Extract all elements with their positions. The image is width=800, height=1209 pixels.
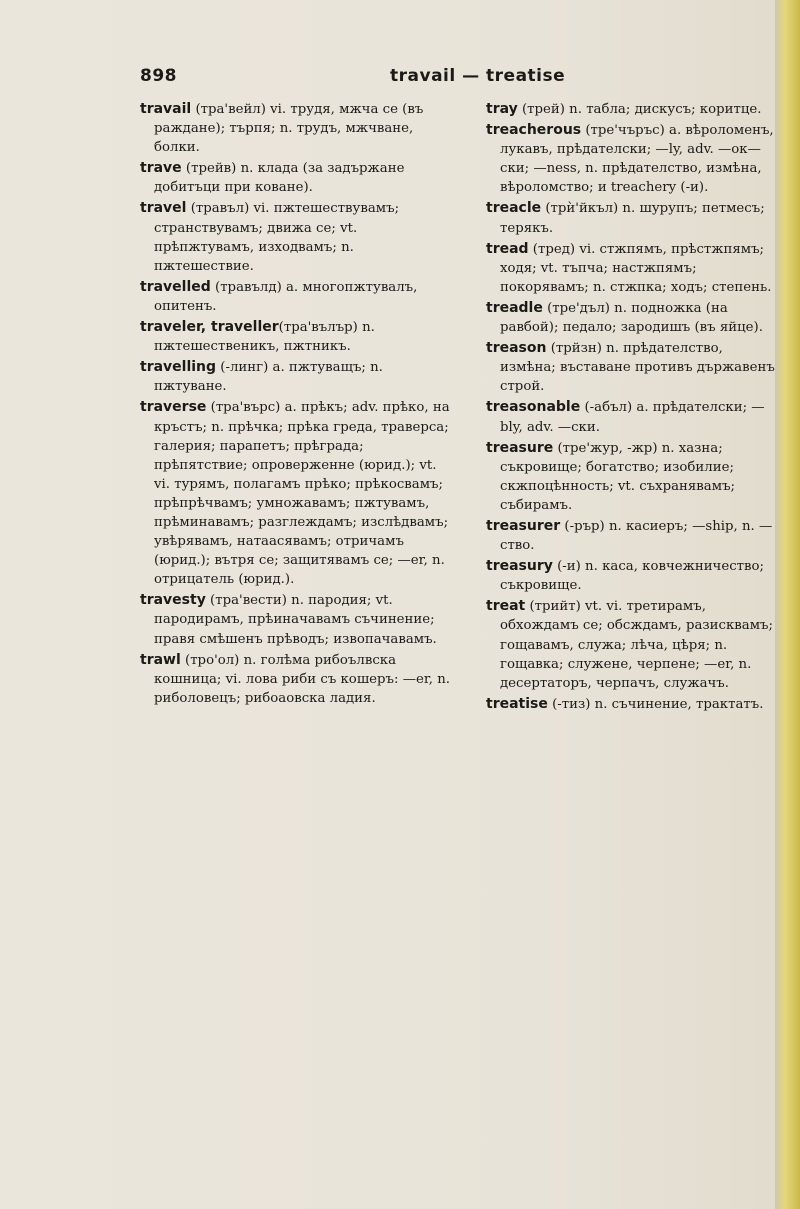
definition: (-тиз) n. съчинение, трактатъ. <box>547 696 764 712</box>
headword: treacle <box>486 200 542 217</box>
headword: tread <box>486 240 529 257</box>
dictionary-entry <box>140 199 452 275</box>
dictionary-entry <box>140 651 452 708</box>
dictionary-entry <box>486 199 776 237</box>
definition: (трѝ'йкъл) n. шурупъ; петмесъ; терякъ. <box>500 201 765 236</box>
page-number: 898 <box>140 66 177 86</box>
definition: (трейв) n. клада (за задържане добитъци при коване). <box>154 161 405 196</box>
definition: (тра'вейл) vi. трудя, мжча се (въ раждане); търпя; n. трудъ, мжчване, болки. <box>154 102 424 156</box>
headword: treason <box>486 340 547 357</box>
definition: (-линг) a. пжтуващъ; n. пжтуване. <box>154 360 383 395</box>
headword: trave <box>140 160 182 177</box>
dictionary-entry <box>140 159 452 197</box>
dictionary-entry <box>486 100 776 119</box>
definition: (тре'жур, -жр) n. хазна; съкровище; богатство; изобилие; скжпоцѣнность; vt. съхранявамъ; събирамъ. <box>500 440 736 513</box>
headword: treacherous <box>486 122 582 139</box>
headword: treasurer <box>486 517 561 534</box>
dictionary-entry <box>486 398 776 436</box>
dictionary-entry <box>486 517 776 555</box>
headword: travelling <box>140 359 217 376</box>
headword: travesty <box>140 592 206 609</box>
definition: (тре'дъл) n. подножка (на равбой); педало; зародишъ (въ яйце). <box>500 300 763 336</box>
definition: (тра'върс) a. прѣкъ; adv. прѣко, на кръстъ; n. прѣчка; прѣка греда, траверса; галерия; парапетъ; прѣграда; прѣпятствие; опроверженне (юрид.); vt. vi. турямъ, полагамъ прѣко; прѣкосвамъ; прѣпрѣчвамъ; умножавамъ; пжтувамъ, прѣминавамъ; разглеждамъ; изслѣдвамъ; увѣрявамъ, натаасявамъ; отричамъ (юрид.); вътря се; защитявамъ се; —er, n. отрицатель (юрид.). <box>154 400 450 588</box>
page-header <box>140 66 770 90</box>
dictionary-entry <box>140 100 452 157</box>
definition: (травълд) a. многопжтувалъ, опитенъ. <box>154 279 418 314</box>
headword: trawl <box>140 651 181 668</box>
definition: (-ръp) n. касиеръ; —ship, n. —ство. <box>500 518 773 554</box>
definition: (травъл) vi. пжтешествувамъ; странствувамъ; движа се; vt. прѣпжтувамъ, изходвамъ; n. пжтешествие. <box>154 201 400 274</box>
headword: traveler, traveller <box>140 319 279 336</box>
book-spine-edge <box>775 0 800 1209</box>
definition: (тред) vi. стжпямъ, прѣстжпямъ; ходя; vt. тъпча; настжпямъ; покорявамъ; n. стжпка; ходъ; степень. <box>500 241 772 295</box>
dictionary-entry <box>140 591 452 648</box>
headword: tray <box>486 101 518 117</box>
dictionary-entry <box>486 695 776 714</box>
definition: (тро'ол) n. голѣма рибоълвска кошница; vi. лова риби съ кошеръ: —er, n. риболовецъ; рибоаовска ладия. <box>154 652 451 706</box>
headword: travel <box>140 200 187 217</box>
dictionary-entry <box>486 299 776 337</box>
dictionary-entry <box>486 339 776 396</box>
running-head: travail — treatise <box>390 66 566 86</box>
headword: travelled <box>140 278 211 295</box>
dictionary-entry <box>140 398 452 589</box>
dictionary-entry <box>140 278 452 316</box>
dictionary-entry <box>486 557 776 595</box>
definition: (-и) n. каса, ковчежничество; съкровище. <box>500 559 764 594</box>
headword: treatise <box>486 695 548 712</box>
definition: (-абъл) a. прѣдателски; —bly, adv. —ски. <box>500 400 765 435</box>
right-column <box>486 100 776 716</box>
definition: (трей) n. табла; дискусъ; коритце. <box>517 102 762 117</box>
headword: traverse <box>140 399 207 416</box>
definition: (трийт) vt. vi. третирамъ, обхождамъ се; обсждамъ, разисквамъ; гощавамъ, служа; лѣча, цѣря; n. гощавка; служене, черпене; —er, n. десертаторъ, черпачъ, служачъ. <box>500 599 773 691</box>
dictionary-entry <box>486 597 776 692</box>
headword: treadle <box>486 299 543 316</box>
headword: treasure <box>486 439 554 456</box>
headword: treasury <box>486 558 553 575</box>
left-column <box>140 100 452 710</box>
definition: (трйзн) n. прѣдателство, измѣна; въставане противъ държавенъ строй. <box>500 341 775 395</box>
dictionary-entry <box>140 358 452 396</box>
dictionary-entry <box>140 318 452 356</box>
dictionary-entry <box>486 240 776 297</box>
headword: treat <box>486 598 526 615</box>
definition: (тре'чъръс) a. вѣроломенъ, лукавъ, прѣдателски; —ly, adv. —ок—ски; —ness, n. прѣдателство, измѣна, вѣроломство; и treachery (-и). <box>500 123 774 196</box>
definition: (тра'вълър) n. пжтешественикъ, пжтникъ. <box>154 320 375 355</box>
definition: (тра'вести) n. пародия; vt. пародирамъ, прѣиначавамъ съчинение; правя смѣшенъ прѣводъ; извопачавамъ. <box>154 593 437 647</box>
headword: travail <box>140 101 192 117</box>
dictionary-entry <box>486 121 776 197</box>
dictionary-entry <box>486 439 776 515</box>
headword: treasonable <box>486 399 581 416</box>
